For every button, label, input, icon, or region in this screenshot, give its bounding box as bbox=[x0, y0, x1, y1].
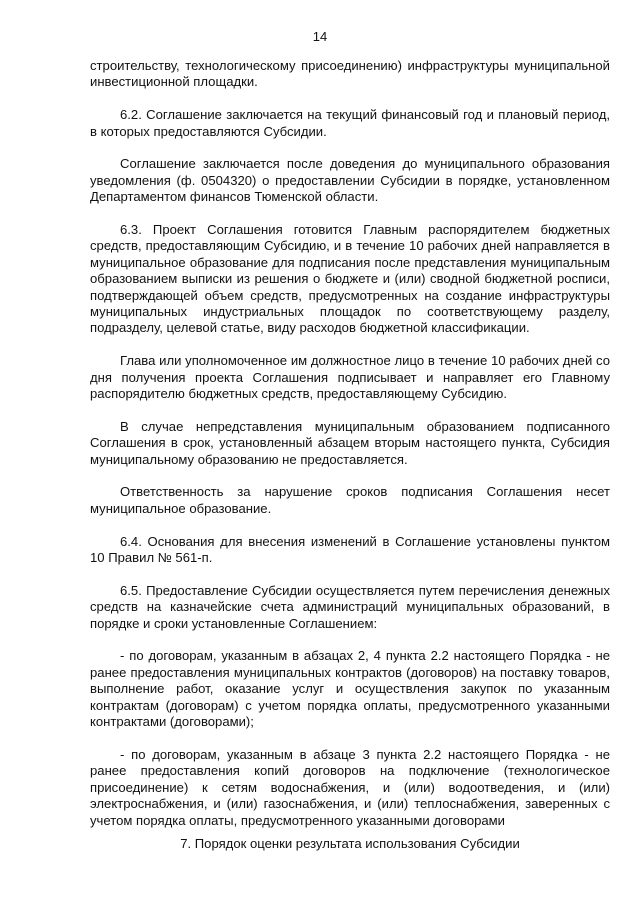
page-number: 14 bbox=[312, 29, 328, 44]
paragraph-non-submission: В случае непредставления муниципальным образованием подписанного Соглашения в срок, установленный абзацем вторым настоящего пункта, Субсидия муниципальному образованию не предоставляется. bbox=[90, 418, 610, 467]
paragraph-6-2: 6.2. Соглашение заключается на текущий финансовый год и плановый период, в которых предоставляются Субсидии. bbox=[90, 107, 610, 139]
paragraph-agreement-notification: Соглашение заключается после доведения до муниципального образования уведомления (ф. 0504320) о предоставлении Субсидии в порядке, установленном Департаментом финансов Тюменской области. bbox=[90, 156, 610, 205]
paragraph-6-5: 6.5. Предоставление Субсидии осуществляется путем перечисления денежных средств на казначейские счета администраций муниципальных образований, в порядке и сроки установленные Соглашением: bbox=[90, 582, 610, 631]
paragraph-6-4: 6.4. Основания для внесения изменений в Соглашение установлены пунктом 10 Правил № 561-п. bbox=[90, 533, 610, 566]
document-body bbox=[90, 58, 610, 845]
paragraph-contracts-item-2: - по договорам, указанным в абзаце 3 пункта 2.2 настоящего Порядка - не ранее предоставления копий договоров на подключение (технологическое присоединение) к сетям водоснабжения, и (или) водоотведения, и (или) электроснабжения, и (или) газоснабжения, и (или) теплоснабжения, заверенных с учетом порядка оплаты, предусмотренного указанными договорами bbox=[90, 746, 610, 828]
paragraph-6-3: 6.3. Проект Соглашения готовится Главным распорядителем бюджетных средств, предоставляющим Субсидию, и в течение 10 рабочих дней направляется в муниципальное образование для подписания после представления муниципальным образованием выписки из решения о бюджете и (или) сводной бюджетной росписи, подтверждающей объем средств, предусмотренных на создание инфраструктуры муниципальных индустриальных площадок по соответствующему разделу, подразделу, целевой статье, виду расходов бюджетной классификации. bbox=[90, 222, 610, 336]
paragraph-head-signing: Глава или уполномоченное им должностное лицо в течение 10 рабочих дней со дня получения проекта Соглашения подписывает и направляет его Главному распорядителю бюджетных средств, предоставляющему Субсидию. bbox=[90, 353, 610, 402]
paragraph-contracts-item-1: - по договорам, указанным в абзацах 2, 4 пункта 2.2 настоящего Порядка - не ранее предоставления муниципальных контрактов (договоров) на поставку товаров, выполнение работ, оказание услуг и осуществления закупок по указанным контрактам (договорам) с учетом порядка оплаты, предусмотренного указанными контрактами (договорами); bbox=[90, 648, 610, 730]
paragraph-continuation: строительству, технологическому присоединению) инфраструктуры муниципальной инвестиционной площадки. bbox=[90, 58, 610, 90]
paragraph-responsibility: Ответственность за нарушение сроков подписания Соглашения несет муниципальное образование. bbox=[90, 484, 610, 516]
section-heading-7: 7. Порядок оценки результата использования Субсидии bbox=[180, 836, 520, 851]
